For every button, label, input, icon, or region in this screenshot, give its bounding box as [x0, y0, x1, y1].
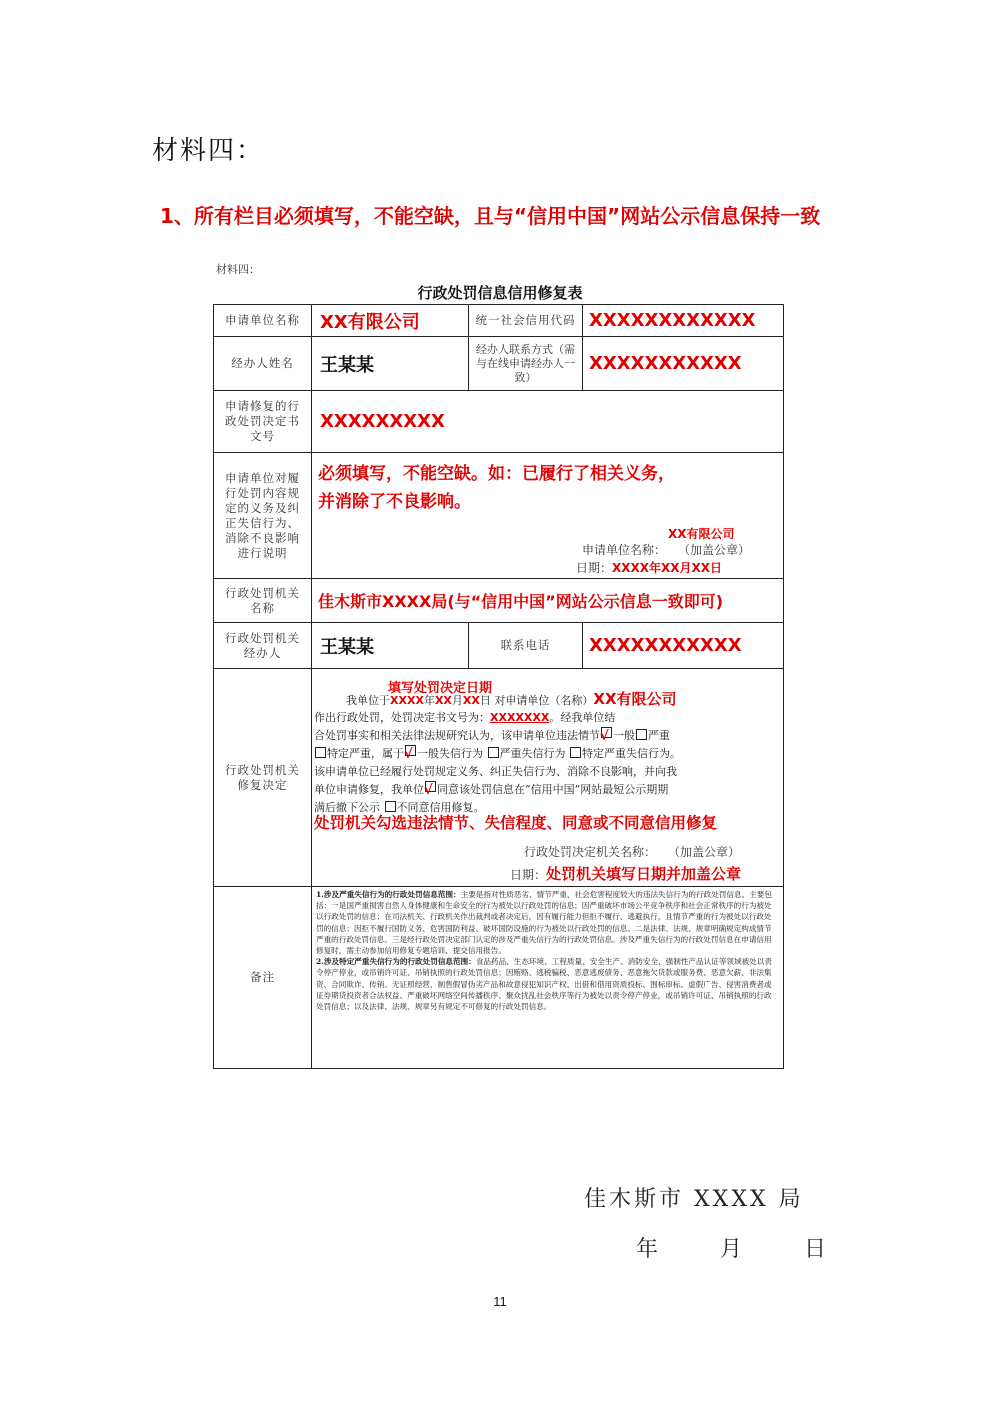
credit-code-label: 统一社会信用代码 [469, 305, 583, 337]
decision-text-l1b: 年 [423, 694, 435, 707]
checkbox-general-dishonest[interactable]: √ [405, 745, 416, 756]
agent-name-value[interactable]: 王某某 [312, 337, 469, 391]
option-general: 一般 [613, 729, 635, 742]
applicant-label: 申请单位名称 [214, 305, 312, 337]
decision-text-l1d: 日 对申请单位（名称） [479, 694, 594, 707]
decision-note-bottom: 处罚机关勾选违法情节、失信程度、同意或不同意信用修复 [314, 814, 718, 832]
decision-text-l6a: 单位申请修复，我单位 [314, 783, 424, 796]
checkbox-specific-serious[interactable] [315, 747, 326, 758]
option-serious-dishonest: 严重失信行为 [499, 747, 566, 760]
explanation-date-label: 日期： [576, 561, 613, 575]
authority-label: 行政处罚机关名称 [214, 579, 312, 623]
notes-p2: 食品药品、生态环境、工程质量、安全生产、消防安全、强制性产品认证等领域被处以责令停产停业，或吊销许可证、吊销执照的行政处罚信息；因贿赂、逃税骗税、恶意逃废债务、恶意拖欠货款或服务费、恶意欠薪、非法集资、合同欺诈、传销、无证照经营、制售假冒伪劣产品和故意侵犯知识产权、出借和借用资质投标、围标串标、虚假广告、侵害消费者或证券期货投资者合法权益、严重破坏网络空间传播秩序、聚众扰乱社会秩序等行为被处以责令停产停业，或吊销许可证、吊销执照的行政处罚信息；以及法律、法规、规章另有规定不可修复的行政处罚信息。 [316, 957, 772, 1012]
decision-text-l7a: 满后撤下公示 [314, 801, 380, 814]
explanation-sign-label: 申请单位名称： （加盖公章） [582, 543, 751, 557]
credit-repair-form [213, 304, 784, 1069]
decision-sign-label: 行政处罚决定机关名称： （加盖公章） [524, 845, 741, 859]
explanation-label: 申请单位对履行处罚内容规定的义务及纠正失信行为、消除不良影响进行说明 [214, 453, 312, 579]
form-small-heading: 材料四： [216, 263, 260, 276]
checkbox-serious[interactable] [636, 729, 647, 740]
notes-label: 备注 [214, 887, 312, 1069]
decision-day: XX [462, 694, 480, 707]
decision-date-note: 处罚机关填写日期并加盖公章 [546, 865, 742, 883]
option-specific-serious: 特定严重 [327, 747, 371, 760]
applicant-value[interactable]: XX有限公司 [312, 305, 469, 337]
checkbox-general[interactable]: √ [601, 727, 612, 738]
notes-p2-title: 2.涉及特定严重失信行为的行政处罚信息范围： [316, 957, 476, 967]
notes-p1: 主要是指对性质恶劣、情节严重、社会危害程度较大的违法失信行为的行政处罚信息。主要包括：一是国严重损害自然人身体健康和生命安全的行为被处以行政处罚的信息；因严重破坏市场公平竞争秩序和社会正常秩序的行为被处以行政处罚的信息；在司法机关、行政机关作出裁判或者决定后，因有履行能力但拒不履行、逃避执行，且情节严重的行为被处以行政处罚的信息；因拒不履行国防义务、危害国防利益、破坏国防设施的行为被处以行政处罚的信息。二是法律、法规、规章明确规定构成情节严重的行政处罚信息。三是经行政处罚决定部门认定的涉及严重失信行为的行政处罚信息。涉及严重失信行为的行政处罚信息在申请信用修复时，需主动参加信用修复专题培训、提交信用报告。 [316, 890, 772, 956]
explanation-company: XX有限公司 [668, 527, 735, 541]
explanation-cell[interactable] [312, 453, 784, 579]
decision-text-l3a: 合处罚事实和相关法律法规研究认为，该申请单位违法情节 [314, 729, 600, 742]
decision-year: XXXX [390, 694, 424, 707]
signature-date: 年 月 日 [636, 1237, 833, 1262]
decision-company: XX有限公司 [593, 690, 677, 708]
decision-date-row [510, 863, 741, 884]
decision-text-l5: 该申请单位已经履行处罚规定义务、纠正失信行为、消除不良影响，并向我 [314, 765, 677, 778]
checkbox-agree[interactable]: √ [425, 781, 436, 792]
signature-org: 佳木斯市 XXXX 局 [584, 1187, 804, 1212]
credit-code-value[interactable]: XXXXXXXXXXXX [583, 305, 784, 337]
option-disagree: 不同意信用修复。 [396, 801, 485, 814]
option-agree: 同意该处罚信息在“信用中国”网站最短公示期期 [437, 783, 669, 796]
option-general-dishonest: 一般失信行为 [417, 747, 483, 760]
page-heading: 材料四： [152, 136, 265, 166]
phone-value[interactable]: XXXXXXXXXXX [583, 623, 784, 669]
page-number: 11 [493, 1294, 507, 1309]
authority-value[interactable]: 佳木斯市XXXX局(与“信用中国”网站公示信息一致即可) [312, 579, 784, 623]
decision-cell[interactable] [312, 669, 784, 887]
decision-text-l1a: 我单位于 [346, 694, 390, 707]
decision-no-value[interactable]: XXXXXXXXX [312, 391, 784, 453]
authority-agent-label: 行政处罚机关经办人 [214, 623, 312, 669]
option-specific-dishonest: 特定严重失信行为。 [582, 747, 681, 760]
explanation-line-1: 必须填写，不能空缺。如：已履行了相关义务， [318, 464, 675, 484]
checkbox-serious-dishonest[interactable] [488, 747, 499, 758]
form-title: 行政处罚信息信用修复表 [417, 284, 583, 302]
agent-contact-label: 经办人联系方式（需与在线申请经办人一致） [469, 337, 583, 391]
authority-agent-value[interactable]: 王某某 [312, 623, 469, 669]
decision-month: XX [434, 694, 452, 707]
notes-p1-title: 1.涉及严重失信行为的行政处罚信息范围： [316, 890, 461, 899]
instruction-note: 1、所有栏目必须填写，不能空缺，且与“信用中国”网站公示信息保持一致 [160, 204, 821, 228]
explanation-line-2: 并消除了不良影响。 [318, 492, 471, 512]
explanation-date-value: XXXX年XX月XX日 [612, 561, 723, 575]
decision-text-l2b: 。经我单位结 [549, 711, 616, 724]
decision-date-label: 日期： [510, 868, 547, 882]
decision-note-top: 填写处罚决定日期 [388, 681, 493, 696]
decision-no-label: 申请修复的行政处罚决定书文号 [214, 391, 312, 453]
notes-cell [312, 887, 784, 1069]
decision-text-l1c: 月 [451, 694, 463, 707]
phone-label: 联系电话 [469, 623, 583, 669]
checkbox-specific-dishonest[interactable] [570, 747, 581, 758]
agent-name-label: 经办人姓名 [214, 337, 312, 391]
agent-contact-value[interactable]: XXXXXXXXXXX [583, 337, 784, 391]
decision-number: XXXXXXX [490, 711, 550, 724]
option-serious: 严重 [648, 729, 670, 742]
decision-text-l4a: ，属于 [371, 747, 404, 760]
decision-label: 行政处罚机关修复决定 [214, 669, 312, 887]
explanation-date-row [576, 559, 722, 576]
decision-text-l2a: 作出行政处罚，处罚决定书文号为： [314, 711, 490, 724]
